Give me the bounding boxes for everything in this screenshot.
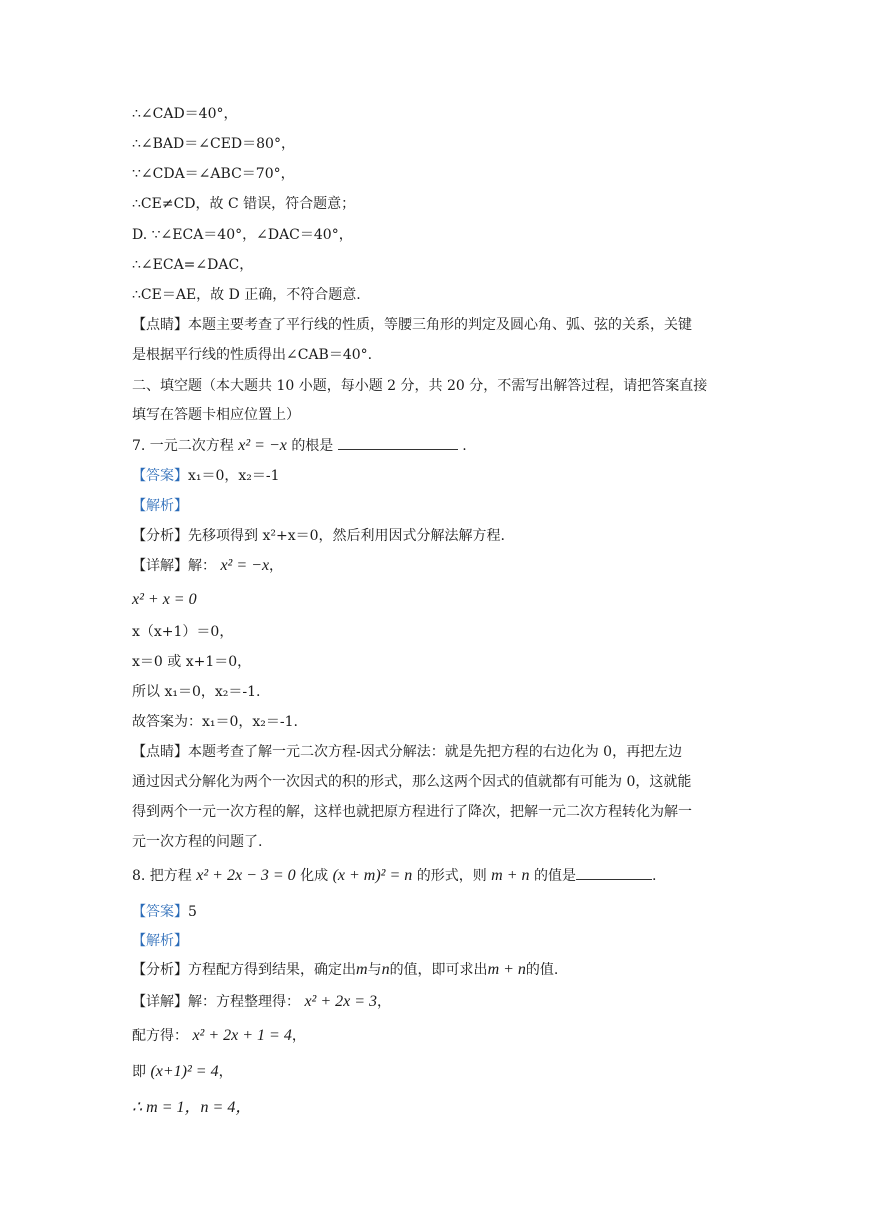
solution-label: 配方得：	[132, 1028, 188, 1044]
question-8-text: 8. 把方程	[132, 868, 192, 884]
question-7-text: .	[462, 438, 467, 454]
analysis-text: 【分析】方程配方得到结果，确定出	[132, 962, 356, 978]
text-line: ∴CE＝AE，故 D 正确，不符合题意.	[132, 287, 361, 303]
answer-value: x₁＝0，x₂＝-1	[188, 468, 280, 484]
analysis-tag: 【解析】	[132, 498, 188, 514]
solution-line	[132, 1062, 751, 1082]
solution-line	[132, 1026, 751, 1046]
punctuation: ，	[377, 994, 392, 1010]
question-8	[132, 865, 751, 886]
solution-label: 【详解】解：	[132, 558, 216, 574]
analysis-line: 【分析】先移项得到 x²+x＝0，然后利用因式分解法解方程.	[132, 528, 505, 544]
text-line: D. ∵∠ECA＝40°，∠DAC＝40°，	[132, 227, 353, 243]
question-7-text: 7. 一元二次方程	[132, 438, 234, 454]
answer-blank	[576, 865, 652, 880]
question-7-equation: x² = −x	[238, 437, 287, 454]
question-8-mn: m + n	[491, 867, 530, 884]
analysis-tag: 【解析】	[132, 933, 188, 949]
solution-step: 所以 x₁＝0，x₂＝-1.	[132, 684, 261, 700]
question-7-text: 的根是	[291, 438, 334, 454]
comment-line: 元一次方程的问题了.	[132, 834, 263, 850]
comment-line: 【点睛】本题考查了解一元二次方程-因式分解法：就是先把方程的右边化为 0，再把左边	[132, 744, 683, 760]
variable-mn: m + n	[487, 961, 526, 978]
comment-line: 通过因式分解化为两个一次因式的积的形式，那么这两个因式的值就都有可能为 0，这就能	[132, 774, 692, 790]
solution-step: x（x+1）＝0，	[132, 624, 234, 640]
punctuation: ，	[218, 1064, 233, 1080]
answer-line	[132, 466, 751, 486]
answer-value: 5	[188, 904, 197, 920]
question-8-text: 化成	[300, 868, 329, 884]
solution-line	[132, 556, 751, 576]
solution-step: x＝0 或 x+1＝0，	[132, 654, 252, 670]
question-8-text: 的值是	[533, 868, 576, 884]
solution-line	[132, 992, 751, 1012]
variable-n: n	[381, 961, 390, 978]
solution-step: ∴ m = 1，n = 4，	[132, 1099, 252, 1116]
answer-blank	[338, 435, 458, 450]
analysis-text: 的值，即可求出	[389, 962, 488, 978]
analysis-line	[132, 960, 751, 980]
solution-equation: (x+1)² = 4	[150, 1063, 219, 1080]
question-8-equation: x² + 2x − 3 = 0	[196, 867, 296, 884]
comment-line: 【点睛】本题主要考查了平行线的性质，等腰三角形的判定及圆心角、弧、弦的关系，关键	[132, 317, 692, 333]
answer-line	[132, 902, 751, 922]
comment-line: 得到两个一元一次方程的解，这样也就把原方程进行了降次，把解一元二次方程转化为解一	[132, 804, 692, 820]
solution-step: x² + x = 0	[132, 591, 197, 608]
solution-label: 【详解】解：方程整理得：	[132, 994, 300, 1010]
solution-equation: x² = −x	[220, 557, 270, 574]
punctuation: ，	[291, 1028, 306, 1044]
solution-label: 即	[132, 1064, 146, 1080]
answer-tag: 【答案】	[132, 468, 188, 484]
question-7	[132, 435, 751, 456]
section-heading: 填写在答题卡相应位置上）	[132, 407, 300, 423]
analysis-text: 的值.	[525, 962, 559, 978]
text-line: ∴∠CAD＝40°，	[132, 106, 238, 122]
question-8-text: .	[651, 868, 657, 884]
comment-line: 是根据平行线的性质得出∠CAB＝40°.	[132, 347, 373, 363]
variable-m: m	[356, 961, 368, 978]
solution-equation: x² + 2x = 3	[304, 993, 378, 1010]
answer-tag: 【答案】	[132, 904, 188, 920]
text-line: ∴∠BAD＝∠CED＝80°，	[132, 136, 295, 152]
question-8-form: (x + m)² = n	[332, 867, 413, 884]
section-heading: 二、填空题（本大题共 10 小题，每小题 2 分，共 20 分，不需写出解答过程，请把答案直接	[132, 378, 708, 394]
text-line: ∵∠CDA＝∠ABC＝70°，	[132, 166, 295, 182]
analysis-text: 与	[367, 962, 382, 978]
text-line: ∴CE≠CD，故 C 错误，符合题意；	[132, 196, 356, 212]
punctuation: ，	[269, 558, 284, 574]
solution-step: 故答案为：x₁＝0，x₂＝-1.	[132, 714, 299, 730]
text-line: ∴∠ECA=∠DAC，	[132, 257, 254, 273]
question-8-text: 的形式，则	[416, 868, 487, 884]
solution-equation: x² + 2x + 1 = 4	[192, 1027, 292, 1044]
